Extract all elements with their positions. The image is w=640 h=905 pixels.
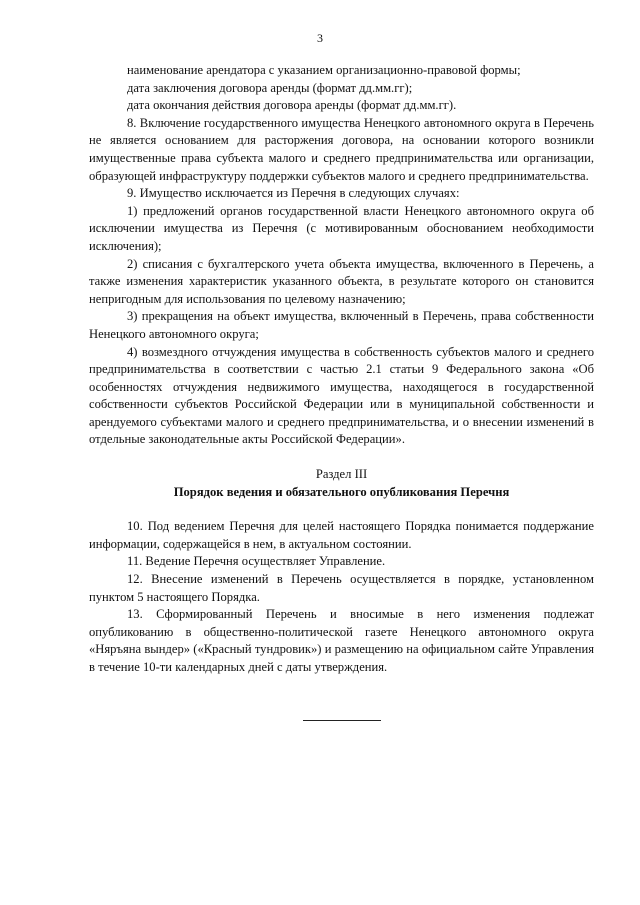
clause-8: 8. Включение государственного имущества Ненецкого автономного округа в Перечень не является основанием для расторжения договора, на основании которого возникли имущественные права субъекта малого и среднего предпринимательства или организации, образующей инфраструктуру поддержки субъектов малого и среднего предпринимательства.	[89, 115, 594, 183]
document-body	[89, 62, 594, 677]
clause-10: 10. Под ведением Перечня для целей настоящего Порядка понимается поддержание информации, содержащейся в нем, в актуальном состоянии.	[89, 519, 594, 551]
section-spacer	[89, 449, 594, 466]
clause-13: 13. Сформированный Перечень и вносимые в него изменения подлежат опубликованию в общественно-политической газете Ненецкого автономного округа «Няръяна вындер» («Красный тундровик») и размещению на официальном сайте Управления в течение 10-ти календарных дней с даты утверждения.	[89, 607, 594, 674]
clause-9-subitem-1: 1) предложений органов государственной власти Ненецкого автономного округа об исключении имущества из Перечня (с мотивированным обоснованием необходимости исключения);	[89, 203, 594, 253]
list-item-tenant-name: наименование арендатора с указанием организационно-правовой формы;	[127, 63, 521, 77]
clause-9-subitem-2: 2) списания с бухгалтерского учета объекта имущества, включенного в Перечень, а также изменения характеристик указанного объекта, в результате которого он становится непригодным для использования по целевому назначению;	[89, 256, 594, 306]
section-title: Порядок ведения и обязательного опубликования Перечня	[173, 484, 510, 499]
section-heading: Раздел III	[315, 467, 368, 482]
page-number: 3	[317, 31, 323, 45]
end-divider	[303, 720, 381, 721]
list-item-contract-end-date: дата окончания действия договора аренды (формат дд.мм.гг).	[127, 98, 457, 113]
clause-11: 11. Ведение Перечня осуществляет Управление.	[127, 554, 386, 569]
list-item-contract-date: дата заключения договора аренды (формат дд.мм.гг);	[127, 80, 413, 95]
clause-9-subitem-4: 4) возмездного отчуждения имущества в собственность субъектов малого и среднего предпринимательства в соответствии с частью 2.1 статьи 9 Федерального закона «Об особенностях отчуждения недвижимого имущества, находящегося в государственной собственности субъектов Российской Федерации или в муниципальной собственности и арендуемого субъектами малого и среднего предпринимательства, и о внесении изменений в отдельные законодательные акты Российской Федерации».	[89, 344, 594, 447]
clause-9: 9. Имущество исключается из Перечня в следующих случаях:	[127, 186, 460, 201]
section-spacer	[89, 501, 594, 518]
clause-12: 12. Внесение изменений в Перечень осуществляется в порядке, установленном пунктом 5 настоящего Порядка.	[89, 572, 594, 604]
clause-9-subitem-3: 3) прекращения на объект имущества, включенный в Перечень, права собственности Ненецкого автономного округа;	[89, 309, 594, 341]
